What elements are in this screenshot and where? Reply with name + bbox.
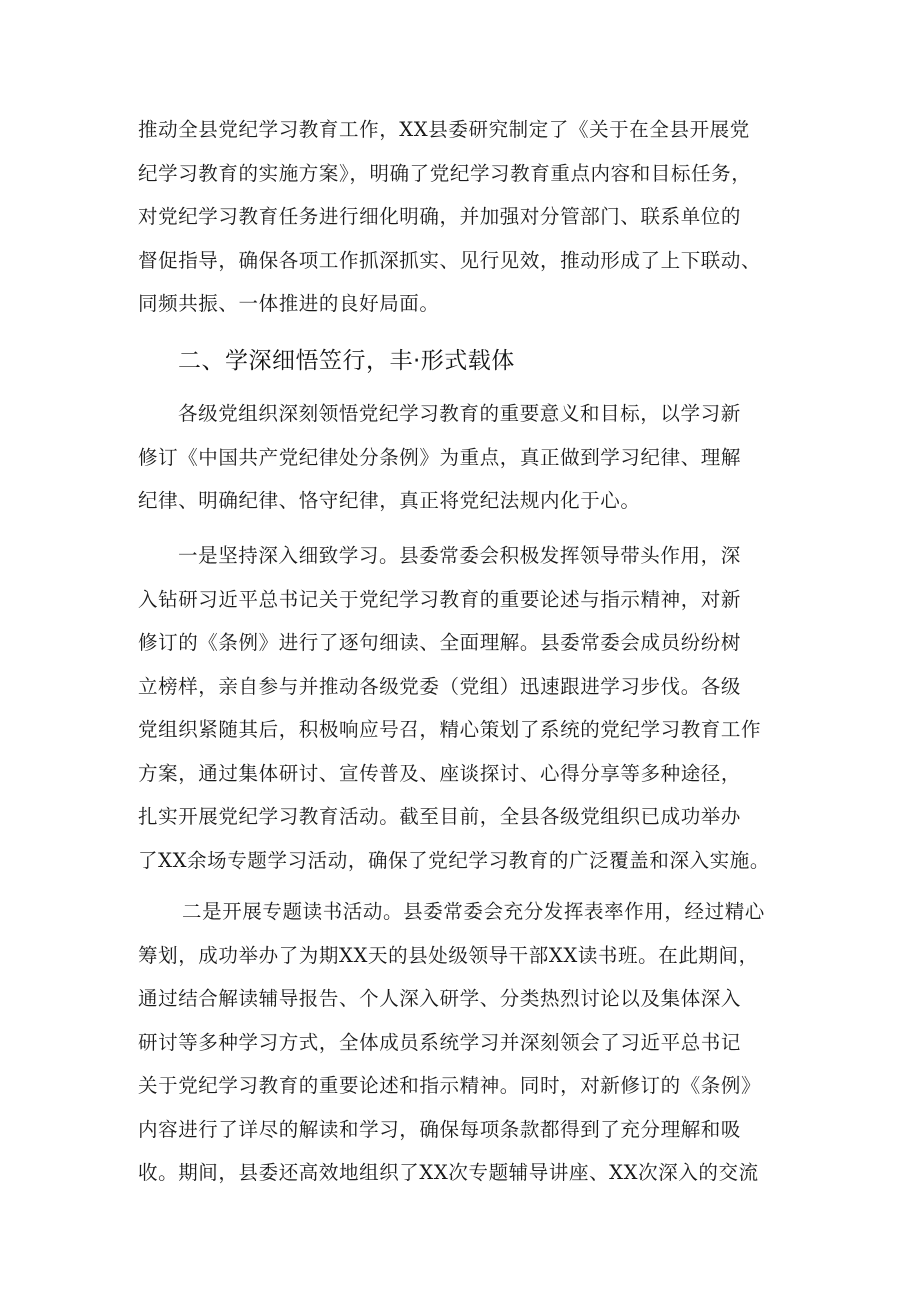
text-line: 收。期间，县委还高效地组织了XX次专题辅导讲座、XX次深入的交流 bbox=[138, 1161, 759, 1184]
text-line: 一是坚持深入细致学习。县委常委会积极发挥领导带头作用，深 bbox=[178, 544, 741, 567]
text-line: 纪学习教育的实施方案》，明确了党纪学习教育重点内容和目标任务， bbox=[138, 161, 752, 185]
paragraph-point-one bbox=[138, 534, 798, 882]
text-line: 关于党纪学习教育的重要论述和指示精神。同时，对新修订的《条例》 bbox=[138, 1074, 762, 1097]
text-line: 党组织紧随其后，积极响应号召，精心策划了系统的党纪学习教育工作 bbox=[138, 718, 762, 741]
text-line: 修订《中国共产党纪律处分条例》为重点，真正做到学习纪律、理解 bbox=[138, 445, 742, 469]
paragraph-section-intro bbox=[138, 392, 798, 523]
text-line: 修订的《条例》进行了逐句细读、全面理解。县委常委会成员纷纷树 bbox=[138, 631, 742, 654]
text-line: 了XX余场专题学习活动，确保了党纪学习教育的广泛覆盖和深入实施。 bbox=[138, 848, 770, 872]
text-line: 通过结合解读辅导报告、个人深入研学、分类热烈讨论以及集体深入 bbox=[138, 987, 742, 1010]
text-line: 纪律、明确纪律、恪守纪律，真正将党纪法规内化于心。 bbox=[138, 489, 641, 512]
text-line: 入钻研习近平总书记关于党纪学习教育的重要论述与指示精神，对新 bbox=[138, 587, 742, 611]
paragraph-point-two bbox=[138, 890, 798, 1195]
text-line: 二是开展专题读书活动。县委常委会充分发挥表率作用，经过精心 bbox=[182, 900, 765, 923]
text-line: 推动全县党纪学习教育工作，XX县委研究制定了《关于在全县开展党 bbox=[138, 118, 750, 141]
text-line: 对党纪学习教育任务进行细化明确，并加强对分管部门、联系单位的 bbox=[138, 205, 742, 228]
text-line: 同频共振、一体推进的良好局面。 bbox=[138, 292, 440, 315]
text-line: 方案，通过集体研讨、宣传普及、座谈探讨、心得分享等多种途径， bbox=[138, 761, 742, 785]
text-line: 筹划，成功举办了为期XX天的县处级领导干部XX读书班。在此期间， bbox=[138, 943, 759, 967]
text-line: 内容进行了详尽的解读和学习，确保每项条款都得到了充分理解和吸 bbox=[138, 1117, 742, 1141]
text-line: 扎实开展党纪学习教育活动。截至目前，全县各级党组织已成功举办 bbox=[138, 805, 742, 828]
section-heading: 二、学深细悟笠行，丰·形式载体 bbox=[178, 348, 515, 374]
paragraph-intro-continuation bbox=[138, 108, 798, 326]
text-line: 督促指导，确保各项工作抓深抓实、见行见效，推动形成了上下联动、 bbox=[138, 248, 762, 272]
text-line: 各级党组织深刻领悟党纪学习教育的重要意义和目标，以学习新 bbox=[178, 402, 741, 425]
text-line: 立榜样，亲自参与并推动各级党委（党组）迅速跟进学习步伐。各级 bbox=[138, 674, 742, 698]
text-line: 研讨等多种学习方式，全体成员系统学习并深刻领会了习近平总书记 bbox=[138, 1030, 742, 1054]
